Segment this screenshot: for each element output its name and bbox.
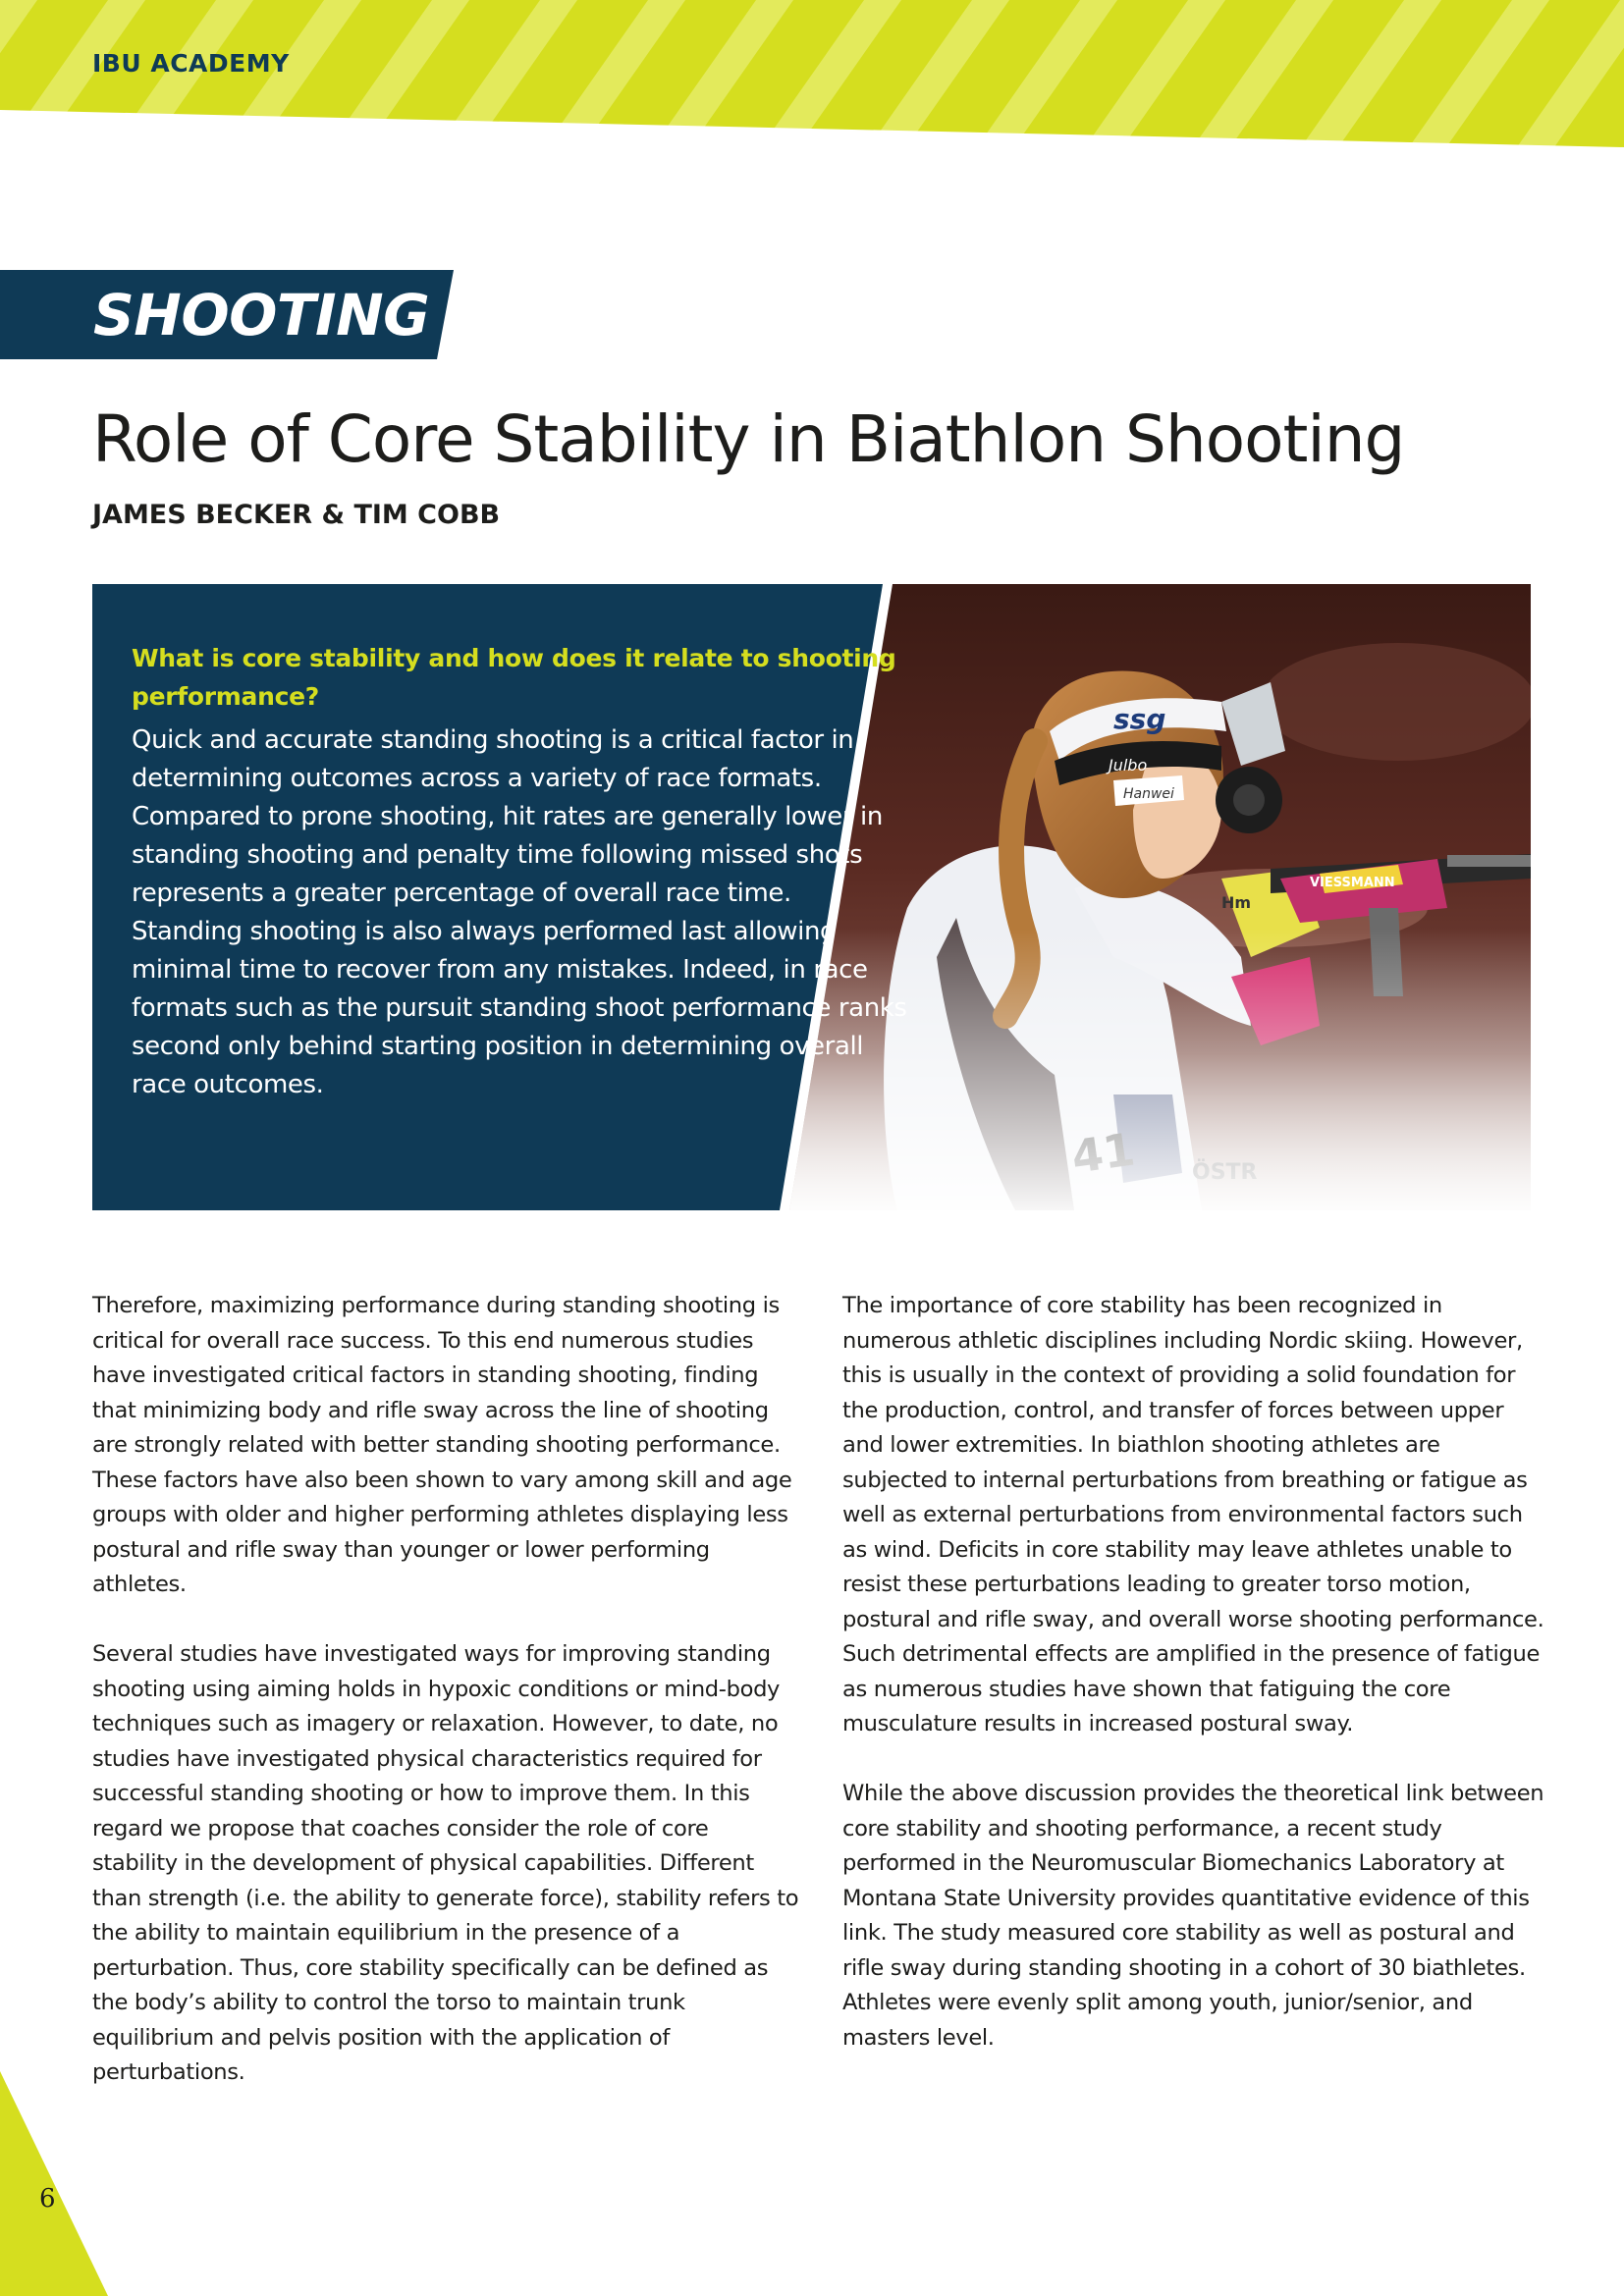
paragraph: The importance of core stability has been recognized in numerous athletic disciplines including Nordic skiing. However, this is usually in the context of providing a solid foundation for the production, control, and transfer of forces between upper and lower extremities. In biathlon shooting athletes are subjected to internal perturbations from breathing or fatigue as well as external perturbations from environmental factors such as wind. Deficits in core stability may leave athletes unable to resist these perturbations leading to greater torso motion, postural and rifle sway, and overall worse shooting performance. Such detrimental effects are amplified in the presence of fatigue as numerous studies have shown that fatiguing the core musculature results in increased postural sway. xyxy=(842,1293,1544,1736)
brand-logo: IBU ACADEMY xyxy=(92,49,290,78)
article-title: Role of Core Stability in Biathlon Shooting xyxy=(92,401,1405,477)
intro-text xyxy=(132,639,907,1104)
section-label: SHOOTING xyxy=(93,282,430,348)
paragraph: Several studies have investigated ways for improving standing shooting using aiming holds in hypoxic conditions or mind-body techniques such as imagery or relaxation. However, to date, no studies have investigated physical characteristics required for successful standing shooting or how to improve them. In this regard we propose that coaches consider the role of core stability in the development of physical capabilities. Different than strength (i.e. the ability to generate force), stability refers to the ability to maintain equilibrium in the presence of a perturbation. Thus, core stability specifically can be defined as the body’s ability to control the torso to maintain trunk equilibrium and pelvis position with the application of perturbations. xyxy=(92,1641,799,2085)
article-authors: JAMES BECKER & TIM COBB xyxy=(92,500,501,530)
section-tab xyxy=(0,270,454,359)
intro-body: Quick and accurate standing shooting is a critical factor in determining outcomes across a variety of race formats. Compared to prone shooting, hit rates are generally lower in standing shooting and penalty time following missed shots represents a greater percentage of overall race time. Standing shooting is also always performed last allowing minimal time to recover from any mistakes. Indeed, in race formats such as the pursuit standing shoot performance ranks second only behind starting position in determining overall race outcomes. xyxy=(132,725,907,1099)
header-band xyxy=(0,0,1624,147)
page-number: 6 xyxy=(39,2184,56,2214)
right-column xyxy=(842,1289,1549,2091)
left-column xyxy=(92,1289,799,2125)
intro-question: What is core stability and how does it relate to shooting performance? xyxy=(132,644,896,711)
intro-box xyxy=(92,584,1531,1210)
paragraph: Therefore, maximizing performance during standing shooting is critical for overall race success. To this end numerous studies have investigated critical factors in standing shooting, finding that minimizing body and rifle sway across the line of shooting are strongly related with better standing shooting performance. These factors have also been shown to vary among skill and age groups with older and higher performing athletes displaying less postural and rifle sway than younger or lower performing athletes. xyxy=(92,1293,792,1597)
paragraph: While the above discussion provides the theoretical link between core stability and shooting performance, a recent study performed in the Neuromuscular Biomechanics Laboratory at Montana State University provides quantitative evidence of this link. The study measured core stability as well as postural and rifle sway during standing shooting in a cohort of 30 biathletes. Athletes were evenly split among youth, junior/senior, and masters level. xyxy=(842,1781,1544,2051)
